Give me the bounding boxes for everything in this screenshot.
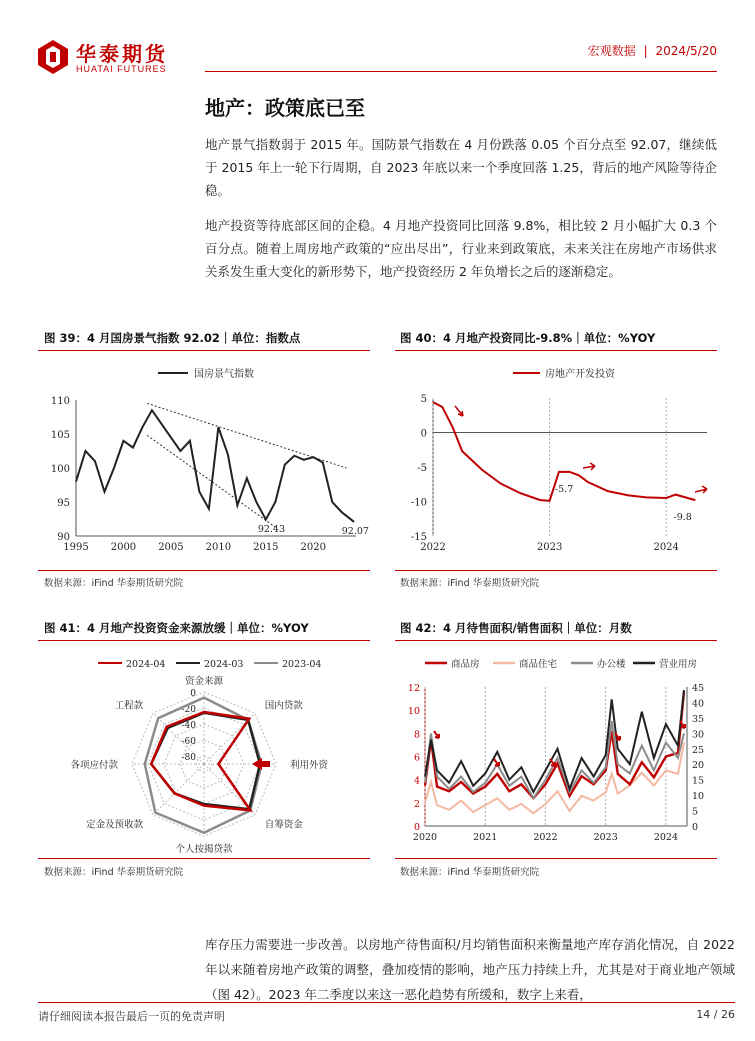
huatai-logo-icon	[38, 40, 68, 74]
header-divider	[205, 71, 717, 72]
annotation-latest: -9.8	[673, 512, 692, 524]
y-left-tick-label: 10	[407, 706, 420, 718]
fig39-chart	[38, 354, 370, 566]
x-tick-label: 2000	[110, 542, 137, 553]
arrow-icon	[455, 406, 463, 416]
fig42-source: 数据来源：iFind 华泰期货研究院	[400, 867, 540, 878]
y-right-tick-label: 15	[692, 775, 705, 787]
y-left-tick-label: 4	[413, 775, 420, 787]
fig41-svg	[38, 644, 370, 854]
fig40-title: 图 40：4 月地产投资同比-9.8%｜单位：%YOY	[400, 331, 656, 345]
fig39-divider	[38, 350, 370, 351]
fig39-svg	[38, 354, 370, 566]
legend-label: 商品房	[451, 659, 480, 670]
y-tick-label: -15	[410, 532, 427, 543]
y-tick-label: 105	[50, 430, 70, 441]
x-tick-label: 2022	[533, 832, 558, 843]
header-separator: |	[643, 44, 648, 58]
radar-axis-label: 个人按揭贷款	[175, 844, 233, 854]
y-right-tick-label: 40	[692, 698, 705, 710]
fig39-source: 数据来源：iFind 华泰期货研究院	[44, 578, 184, 589]
radar-axis-label: 各项应付款	[70, 760, 118, 771]
radar-tick-label: 0	[190, 689, 196, 699]
fig41-source: 数据来源：iFind 华泰期货研究院	[44, 867, 184, 878]
fig42-chart	[395, 644, 717, 854]
x-tick-label: 2022	[420, 542, 446, 553]
section-title: 地产：政策底已至	[205, 96, 365, 120]
fig39-title: 图 39：4 月国房景气指数 92.02｜单位：指数点	[44, 331, 301, 345]
fig42-bottom-divider	[395, 858, 717, 859]
fig42-title: 图 42：4 月待售面积/销售面积｜单位：月数	[400, 621, 632, 635]
radar-axis-label: 定金及预收款	[86, 819, 144, 831]
page-number: 14 / 26	[696, 1008, 735, 1021]
radar-axis-label: 自筹资金	[264, 819, 303, 831]
y-tick-label: -10	[410, 497, 427, 509]
y-right-tick-label: 30	[692, 729, 705, 741]
fig40-svg	[395, 354, 717, 566]
x-tick-label: 1995	[63, 542, 89, 553]
legend-label: 营业用房	[659, 659, 698, 670]
paragraph-2: 地产投资等待底部区间的企稳。4 月地产投资同比回落 9.8%，相比较 2 月小幅扩大 0.3 个百分点。随着上周房地产政策的“应出尽出”，行业来到政策底，未来关注在房地产市场供求关系发生重大变化的新形势下，地产投资经历 2 年负增长之后的逐渐稳定。	[205, 218, 717, 279]
header-info	[588, 42, 717, 59]
footer-disclaimer: 请仔细阅读本报告最后一页的免责声明	[38, 1010, 225, 1023]
fig42-divider	[395, 640, 717, 641]
footer-divider	[38, 1002, 735, 1003]
brand-name-cn: 华泰期货	[76, 42, 168, 66]
x-tick-label: 2024	[653, 832, 679, 843]
y-left-tick-label: 6	[413, 752, 420, 764]
radar-tick-label: -20	[181, 705, 196, 715]
brand-name-en: HUATAI FUTURES	[76, 64, 167, 74]
fig41-chart	[38, 644, 370, 854]
y-right-tick-label: 45	[692, 683, 705, 694]
x-tick-label: 2015	[253, 542, 279, 553]
radar-tick-label: -60	[181, 737, 196, 747]
arrow-icon	[252, 758, 270, 770]
fig41-bottom-divider	[38, 858, 370, 859]
y-left-tick-label: 2	[413, 798, 420, 810]
y-tick-label: 95	[57, 498, 70, 509]
radar-spoke	[153, 764, 204, 815]
fig42-svg	[395, 644, 717, 854]
fig39-bottom-divider	[38, 570, 370, 571]
legend-label: 办公楼	[597, 659, 626, 670]
y-left-tick-label: 0	[413, 822, 420, 833]
annotation-low: 92.43	[257, 524, 286, 535]
radar-tick-label: -80	[181, 753, 196, 763]
x-tick-label: 2024	[653, 542, 679, 553]
section-label: 宏观数据	[587, 44, 636, 58]
legend-label: 商品住宅	[519, 659, 558, 670]
y-right-tick-label: 20	[692, 760, 705, 772]
series-line	[76, 410, 354, 522]
radar-axis-label: 工程款	[114, 700, 144, 712]
y-right-tick-label: 25	[692, 744, 705, 756]
legend-label: 2023-04	[282, 659, 322, 670]
radar-axis-label: 利用外资	[290, 760, 329, 771]
legend-label: 国房景气指数	[194, 369, 254, 380]
legend-label: 2024-04	[126, 659, 166, 670]
paragraph-1: 地产景气指数弱于 2015 年。国防景气指数在 4 月份跌落 0.05 个百分点至 92.07，继续低于 2015 年上一轮下行周期，自 2023 年底以来一个季度回落 1.25，背后的地产风险等待企稳。	[205, 137, 717, 198]
annotation-peak: -5.7	[554, 483, 574, 495]
y-left-tick-label: 8	[413, 729, 420, 741]
arrow-icon	[583, 463, 595, 470]
x-tick-label: 2023	[593, 832, 618, 843]
fig41-title: 图 41：4 月地产投资资金来源放缓｜单位：%YOY	[44, 621, 309, 635]
series-line	[425, 721, 684, 798]
fig40-chart	[395, 354, 717, 566]
y-right-tick-label: 0	[692, 822, 699, 833]
y-tick-label: 110	[50, 396, 70, 407]
radar-axis-label: 国内贷款	[264, 700, 303, 712]
fig40-divider	[395, 350, 717, 351]
y-right-tick-label: 5	[692, 806, 699, 818]
report-date: 2024/5/20	[655, 44, 717, 58]
arrow-icon	[695, 486, 707, 493]
radar-tick-label: -40	[181, 721, 196, 731]
legend-label: 房地产开发投资	[545, 369, 615, 380]
y-right-tick-label: 10	[692, 791, 705, 803]
y-tick-label: -5	[417, 463, 427, 474]
y-tick-label: 90	[57, 532, 70, 543]
y-tick-label: 0	[420, 428, 427, 440]
fig40-source: 数据来源：iFind 华泰期货研究院	[400, 578, 540, 589]
fig40-bottom-divider	[395, 570, 717, 571]
x-tick-label: 2020	[300, 542, 327, 553]
radar-axis-label: 资金来源	[184, 676, 224, 687]
paragraph-3: 库存压力需要进一步改善。以房地产待售面积/月均销售面积来衡量地产库存消化情况，自 2022 年以来随着房地产政策的调整，叠加疫情的影响，地产压力持续上升，尤其是对于商业地产领域（图 42）。2023 年二季度以来这一恶化趋势有所缓和，数字上来看，	[205, 937, 735, 1002]
arrow-icon	[494, 759, 499, 766]
x-tick-label: 2005	[158, 542, 184, 553]
annotation-latest: 92.07	[341, 526, 369, 537]
y-tick-label: 5	[420, 394, 427, 405]
arrow-icon	[434, 731, 439, 738]
y-left-tick-label: 12	[407, 683, 420, 694]
series-line	[425, 692, 684, 799]
y-right-tick-label: 35	[692, 713, 705, 725]
legend-label: 2024-03	[204, 659, 244, 670]
x-tick-label: 2020	[412, 832, 438, 843]
x-tick-label: 2023	[536, 542, 563, 553]
x-tick-label: 2021	[473, 832, 498, 843]
x-tick-label: 2010	[205, 542, 232, 553]
y-tick-label: 100	[50, 464, 70, 475]
fig41-divider	[38, 640, 370, 641]
